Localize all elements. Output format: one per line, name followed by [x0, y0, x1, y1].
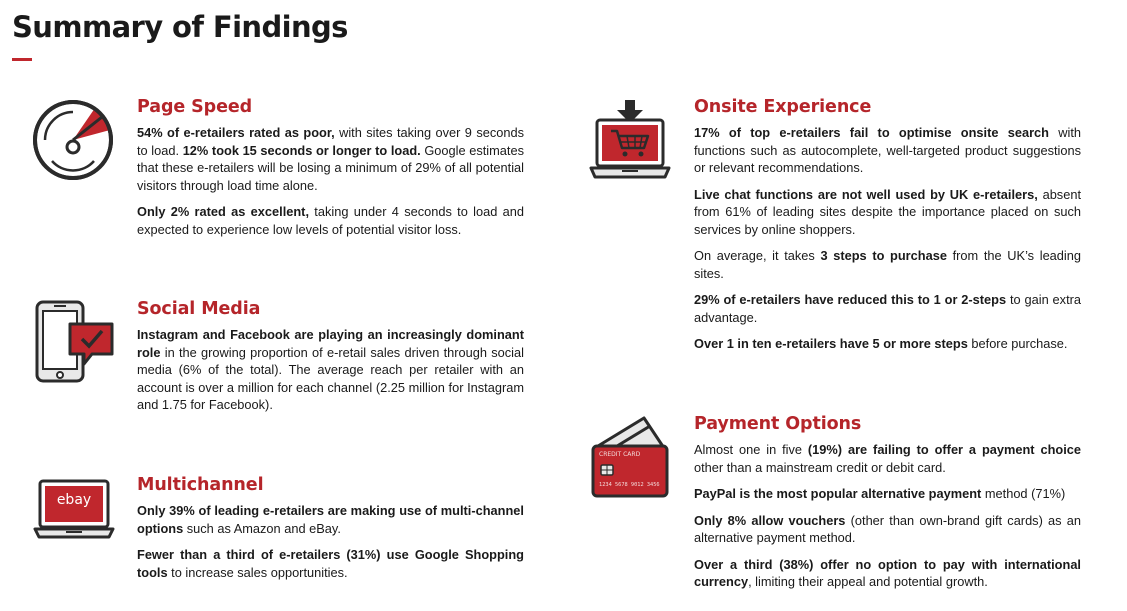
multichannel-section [137, 475, 524, 590]
bold-text: Only 8% allow vouchers [694, 512, 846, 528]
payment-options-heading: Payment Options [694, 414, 862, 434]
social-media-heading: Social Media [137, 299, 261, 319]
payment-options-section [694, 414, 1081, 600]
text-run: other than a mainstream credit or debit card. [694, 459, 946, 475]
text-run: from the UK’s leading sites. [694, 248, 1081, 281]
card-number-text: 1234 5678 9012 3456 [599, 482, 660, 488]
text-run: , limiting their appeal and potential growth. [748, 574, 988, 589]
payment-options-p1 [694, 441, 1081, 476]
text-run: with functions such as autocomplete, well-targeted product suggestions or relevant recommendations. [694, 125, 1082, 175]
onsite-experience-p3 [694, 247, 1081, 282]
onsite-experience-p1 [694, 124, 1081, 177]
multichannel-heading: Multichannel [137, 475, 264, 495]
bold-text: 12% took 15 seconds or longer to load. [182, 142, 421, 158]
speedometer-icon [32, 99, 114, 181]
text-run: absent from 61% of leading sites despite the importance placed on such services by online shoppers. [694, 186, 1081, 237]
text-run: with sites taking over 9 seconds to load. [137, 125, 524, 158]
multichannel-p2 [137, 546, 524, 581]
bold-text: Fewer than a third of e-retailers (31%) use Google Shopping tools [137, 547, 524, 580]
bold-text: 54% of e-retailers rated as poor, [137, 125, 335, 140]
text-run: On average, it takes [694, 248, 821, 263]
text-run: taking under 4 seconds to load and expected to experience low levels of potential visitor loss. [137, 204, 524, 237]
text-run: to gain extra advantage. [694, 292, 1082, 325]
text-run: such as Amazon and eBay. [183, 520, 341, 536]
bold-text: (19%) are failing to offer a payment choice [807, 442, 1082, 457]
credit-card-icon [588, 414, 672, 500]
social-media-p1 [137, 326, 524, 414]
page-title: Summary of Findings [12, 10, 348, 44]
social-media-section [137, 299, 524, 423]
text-run: method (71%) [981, 486, 1066, 501]
bold-text: Only 39% of leading e-retailers are making use of multi-channel options [137, 503, 524, 536]
laptop-ebay-icon [33, 479, 115, 541]
onsite-experience-section [694, 97, 1081, 362]
laptop-cart-icon [589, 98, 671, 183]
payment-options-p3 [694, 512, 1081, 547]
text-run: in the growing proportion of e-retail sales driven through social media (6% of the total). The average reach per retailer with an account is over a million for each channel (2.25 million for Instagram and 1.75 for Facebook). [137, 344, 524, 412]
bold-text: Only 2% rated as excellent, [137, 204, 309, 219]
page-speed-p2 [137, 203, 524, 238]
page-speed-heading: Page Speed [137, 97, 253, 117]
text-run: Almost one in five [694, 442, 808, 457]
multichannel-p1 [137, 502, 524, 537]
bold-text: PayPal is the most popular alternative payment [694, 486, 982, 501]
title-underline [12, 58, 32, 61]
text-run: Google estimates that these e-retailers will be losing a minimum of 29% of all potential visitors through load time alone. [137, 142, 524, 193]
text-run: (other than own-brand gift cards) as an alternative payment method. [694, 512, 1081, 545]
bold-text: 3 steps to purchase [820, 248, 947, 263]
bold-text: 17% of top e-retailers fail to optimise onsite search [694, 125, 1049, 140]
page-speed-p1 [137, 124, 524, 194]
bold-text: Over a third (38%) offer no option to pay with international currency [694, 556, 1081, 589]
bold-text: Over 1 in ten e-retailers have 5 or more steps [694, 336, 968, 351]
onsite-experience-heading: Onsite Experience [694, 97, 872, 117]
onsite-experience-p2 [694, 186, 1081, 239]
bold-text: Instagram and Facebook are playing an increasingly dominant role [137, 327, 524, 360]
page-speed-section [137, 97, 524, 247]
onsite-experience-p4 [694, 291, 1081, 326]
card-label-text: CREDIT CARD [599, 451, 641, 458]
ebay-logo-text: ebay [56, 492, 92, 508]
payment-options-p4 [694, 556, 1081, 591]
onsite-experience-p5 [694, 335, 1081, 353]
payment-options-p2 [694, 485, 1081, 503]
text-run: to increase sales opportunities. [167, 564, 348, 580]
bold-text: Live chat functions are not well used by UK e-retailers, [694, 186, 1038, 202]
mobile-chat-icon [34, 300, 116, 384]
text-run: before purchase. [967, 336, 1068, 351]
bold-text: 29% of e-retailers have reduced this to 1 or 2-steps [694, 292, 1007, 307]
